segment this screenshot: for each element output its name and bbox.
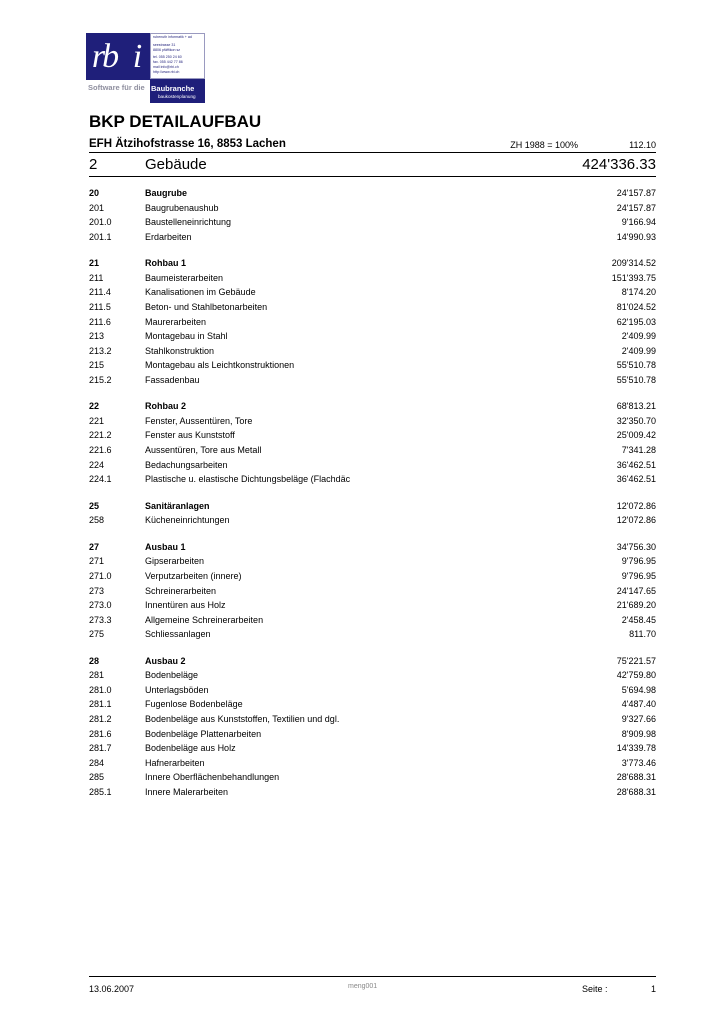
page-number: 1 xyxy=(650,984,656,994)
bkp-amount: 24'147.65 xyxy=(616,585,656,596)
bkp-label: Innere Oberflächenbehandlungen xyxy=(145,772,280,783)
bkp-code: 281.2 xyxy=(89,714,112,724)
bkp-amount: 24'157.87 xyxy=(616,202,656,213)
section-code: 2 xyxy=(89,156,98,173)
table-row xyxy=(89,414,656,429)
bkp-code: 213.2 xyxy=(89,345,112,356)
print-date: 13.06.2007 xyxy=(89,984,135,994)
bkp-code: 273 xyxy=(89,585,105,596)
logo-contact-card xyxy=(150,33,205,79)
bkp-label: Aussentüren, Tore aus Metall xyxy=(145,445,262,455)
bkp-code: 281.0 xyxy=(89,684,112,695)
cost-table xyxy=(89,186,656,811)
table-row xyxy=(89,344,656,359)
bkp-amount: 9'796.95 xyxy=(621,556,656,567)
table-row xyxy=(89,215,656,230)
table-row xyxy=(89,683,656,698)
table-row xyxy=(89,613,656,628)
bkp-amount: 209'314.52 xyxy=(611,258,656,269)
table-row xyxy=(89,358,656,373)
cost-group xyxy=(89,654,656,800)
project-name: EFH Ätzihofstrasse 16, 8853 Lachen xyxy=(89,138,286,150)
bkp-label: Rohbau 2 xyxy=(145,401,187,412)
bkp-amount: 55'510.78 xyxy=(616,360,656,371)
bkp-label: Innere Malerarbeiten xyxy=(145,786,229,797)
group-header-row xyxy=(89,399,656,414)
bkp-code: 284 xyxy=(89,757,105,768)
cost-group xyxy=(89,186,656,244)
bkp-amount: 3'773.46 xyxy=(621,757,656,768)
bkp-label: Bodenbeläge aus Holz xyxy=(145,743,236,754)
logo-card-line: 8806 pfäffikon sz xyxy=(153,47,181,52)
bkp-label: Baustelleneinrichtung xyxy=(145,217,232,228)
table-row xyxy=(89,428,656,443)
bkp-amount: 8'174.20 xyxy=(621,287,656,298)
bkp-label: Sanitäranlagen xyxy=(145,500,210,511)
bkp-code: 281.6 xyxy=(89,728,112,739)
bkp-label: Beton- und Stahlbetonarbeiten xyxy=(145,301,268,312)
table-row xyxy=(89,756,656,771)
bkp-label: Baumeisterarbeiten xyxy=(145,272,224,283)
table-row xyxy=(89,569,656,584)
bkp-label: Kücheneinrichtungen xyxy=(145,515,230,526)
bkp-amount: 9'327.66 xyxy=(621,714,656,724)
bkp-code: 211.4 xyxy=(89,287,111,298)
logo-card-line: tel. 055 250 24 60 xyxy=(153,55,182,60)
table-row xyxy=(89,741,656,756)
bkp-label: Rohbau 1 xyxy=(145,258,187,269)
bkp-code: 28 xyxy=(89,655,100,666)
bkp-label: Maurerarbeiten xyxy=(145,316,207,327)
table-row xyxy=(89,458,656,473)
logo-subtagline: baukostenplanung xyxy=(158,94,196,99)
bkp-amount: 34'756.30 xyxy=(616,541,656,552)
logo-card-line: fax. 055 442 77 86 xyxy=(153,60,183,65)
table-row xyxy=(89,584,656,599)
bkp-code: 20 xyxy=(89,188,100,198)
bkp-amount: 81'024.52 xyxy=(616,301,656,312)
table-row xyxy=(89,230,656,245)
bkp-amount: 36'462.51 xyxy=(616,459,656,470)
bkp-amount: 2'458.45 xyxy=(621,614,656,625)
table-row xyxy=(89,443,656,458)
bkp-amount: 12'072.86 xyxy=(616,515,656,526)
bkp-amount: 2'409.99 xyxy=(621,331,656,342)
bkp-label: Verputzarbeiten (innere) xyxy=(145,570,242,581)
table-row xyxy=(89,315,656,330)
cost-group xyxy=(89,256,656,387)
bkp-label: Hafnerarbeiten xyxy=(145,757,205,768)
bkp-amount: 4'487.40 xyxy=(621,699,656,710)
project-row xyxy=(89,138,656,153)
bkp-code: 221.6 xyxy=(89,445,112,455)
bkp-label: Bodenbeläge xyxy=(145,670,199,681)
bkp-code: 215 xyxy=(89,360,105,371)
bkp-code: 285 xyxy=(89,772,105,783)
bkp-amount: 55'510.78 xyxy=(616,374,656,385)
bkp-code: 211.5 xyxy=(89,301,111,312)
bkp-code: 22 xyxy=(89,401,100,412)
logo-tagline: Baubranche xyxy=(151,84,195,93)
table-row xyxy=(89,697,656,712)
bkp-amount: 25'009.42 xyxy=(616,430,656,441)
bkp-code: 271 xyxy=(89,556,105,567)
bkp-amount: 5'694.98 xyxy=(621,684,656,695)
bkp-code: 221 xyxy=(89,415,105,426)
bkp-label: Ausbau 1 xyxy=(145,541,186,552)
bkp-amount: 32'350.70 xyxy=(616,415,656,426)
company-logo xyxy=(86,33,205,103)
bkp-code: 211 xyxy=(89,272,104,283)
bkp-code: 224.1 xyxy=(89,474,112,485)
bkp-amount: 36'462.51 xyxy=(616,474,656,485)
bkp-code: 215.2 xyxy=(89,374,112,385)
bkp-code: 213 xyxy=(89,331,105,342)
bkp-label: Ausbau 2 xyxy=(145,655,186,666)
bkp-amount: 12'072.86 xyxy=(616,500,656,511)
bkp-amount: 28'688.31 xyxy=(616,786,656,797)
bkp-code: 271.0 xyxy=(89,570,112,581)
logo-card-line: rubenuth informatik + ad xyxy=(153,35,192,39)
group-header-row xyxy=(89,654,656,669)
bkp-code: 21 xyxy=(89,258,100,269)
bkp-code: 281.7 xyxy=(89,743,112,754)
group-header-row xyxy=(89,256,656,271)
logo-card-line: seestrasse 31 xyxy=(153,42,176,47)
bkp-label: Baugrube xyxy=(145,188,188,198)
bkp-amount: 62'195.03 xyxy=(616,316,656,327)
bkp-amount: 28'688.31 xyxy=(616,772,656,783)
section-total: 424'336.33 xyxy=(582,156,656,173)
bkp-code: 27 xyxy=(89,541,100,552)
bkp-amount: 75'221.57 xyxy=(616,655,656,666)
bkp-amount: 2'409.99 xyxy=(621,345,656,356)
cost-group xyxy=(89,399,656,486)
bkp-code: 275 xyxy=(89,629,105,640)
bkp-code: 211.6 xyxy=(89,316,111,327)
bkp-amount: 8'909.98 xyxy=(621,728,656,739)
bkp-label: Baugrubenaushub xyxy=(145,202,219,213)
bkp-label: Bedachungsarbeiten xyxy=(145,459,228,470)
price-index-value: 112.10 xyxy=(629,140,656,150)
bkp-code: 25 xyxy=(89,500,100,511)
bkp-label: Montagebau als Leichtkonstruktionen xyxy=(145,360,295,371)
bkp-label: Plastische u. elastische Dichtungsbeläge (Flachdäc xyxy=(145,474,351,485)
bkp-amount: 14'339.78 xyxy=(616,743,656,754)
table-row xyxy=(89,627,656,642)
table-row xyxy=(89,554,656,569)
table-row xyxy=(89,598,656,613)
bkp-label: Gipserarbeiten xyxy=(145,556,205,567)
bkp-amount: 24'157.87 xyxy=(616,188,656,198)
bkp-label: Innentüren aus Holz xyxy=(145,600,226,611)
bkp-label: Montagebau in Stahl xyxy=(145,331,228,342)
table-row xyxy=(89,300,656,315)
bkp-code: 201 xyxy=(89,202,105,213)
bkp-amount: 7'341.28 xyxy=(621,445,656,455)
group-header-row xyxy=(89,540,656,555)
logo-card-line: mail info@rbi.ch xyxy=(153,64,179,69)
bkp-label: Kanalisationen im Gebäude xyxy=(145,287,256,298)
table-row xyxy=(89,201,656,216)
logo-slogan: Software für die xyxy=(88,83,145,92)
bkp-code: 273.0 xyxy=(89,600,112,611)
bkp-code: 221.2 xyxy=(89,430,112,441)
logo-mark-right: i xyxy=(122,33,150,80)
table-row xyxy=(89,727,656,742)
bkp-label: Fugenlose Bodenbeläge xyxy=(145,699,243,710)
footer-divider xyxy=(89,976,656,977)
cost-group xyxy=(89,499,656,528)
table-row xyxy=(89,770,656,785)
user-id: meng001 xyxy=(348,983,378,990)
bkp-amount: 151'393.75 xyxy=(611,272,656,283)
table-row xyxy=(89,373,656,388)
bkp-amount: 811.70 xyxy=(629,629,656,640)
table-row xyxy=(89,329,656,344)
bkp-amount: 14'990.93 xyxy=(616,231,656,242)
bkp-code: 281 xyxy=(89,670,105,681)
bkp-amount: 9'796.95 xyxy=(621,570,656,581)
bkp-code: 224 xyxy=(89,459,105,470)
table-row xyxy=(89,285,656,300)
page-label: Seite : xyxy=(582,984,608,994)
bkp-label: Fenster aus Kunststoff xyxy=(145,430,235,441)
bkp-label: Schreinerarbeiten xyxy=(145,585,217,596)
table-row xyxy=(89,271,656,286)
bkp-label: Allgemeine Schreinerarbeiten xyxy=(145,614,264,625)
bkp-amount: 9'166.94 xyxy=(621,217,656,228)
logo-mark: rb xyxy=(86,33,122,80)
bkp-label: Stahlkonstruktion xyxy=(145,345,215,356)
bkp-label: Unterlagsböden xyxy=(145,684,209,695)
bkp-code: 273.3 xyxy=(89,614,112,625)
bkp-label: Bodenbeläge Plattenarbeiten xyxy=(145,728,262,739)
logo-tagline-box xyxy=(150,79,205,103)
bkp-code: 258 xyxy=(89,515,105,526)
group-header-row xyxy=(89,186,656,201)
document-title: BKP DETAILAUFBAU xyxy=(89,112,262,131)
table-row xyxy=(89,472,656,487)
bkp-code: 285.1 xyxy=(89,786,112,797)
bkp-amount: 68'813.21 xyxy=(616,401,656,412)
bkp-label: Erdarbeiten xyxy=(145,231,192,242)
bkp-label: Bodenbeläge aus Kunststoffen, Textilien und dgl. xyxy=(145,714,340,724)
bkp-amount: 21'689.20 xyxy=(616,600,656,611)
bkp-code: 201.1 xyxy=(89,231,112,242)
table-row xyxy=(89,668,656,683)
cost-group xyxy=(89,540,656,642)
bkp-code: 281.1 xyxy=(89,699,112,710)
bkp-label: Fenster, Aussentüren, Tore xyxy=(145,415,253,426)
bkp-code: 201.0 xyxy=(89,217,112,228)
bkp-label: Schliessanlagen xyxy=(145,629,211,640)
section-header xyxy=(89,156,656,177)
table-row xyxy=(89,712,656,727)
price-index-label: ZH 1988 = 100% xyxy=(510,140,578,150)
section-name: Gebäude xyxy=(145,156,207,173)
bkp-label: Fassadenbau xyxy=(145,374,200,385)
table-row xyxy=(89,513,656,528)
logo-card-line: http://www.rbi.ch xyxy=(153,69,180,74)
group-header-row xyxy=(89,499,656,514)
bkp-amount: 42'759.80 xyxy=(616,670,656,681)
table-row xyxy=(89,785,656,800)
